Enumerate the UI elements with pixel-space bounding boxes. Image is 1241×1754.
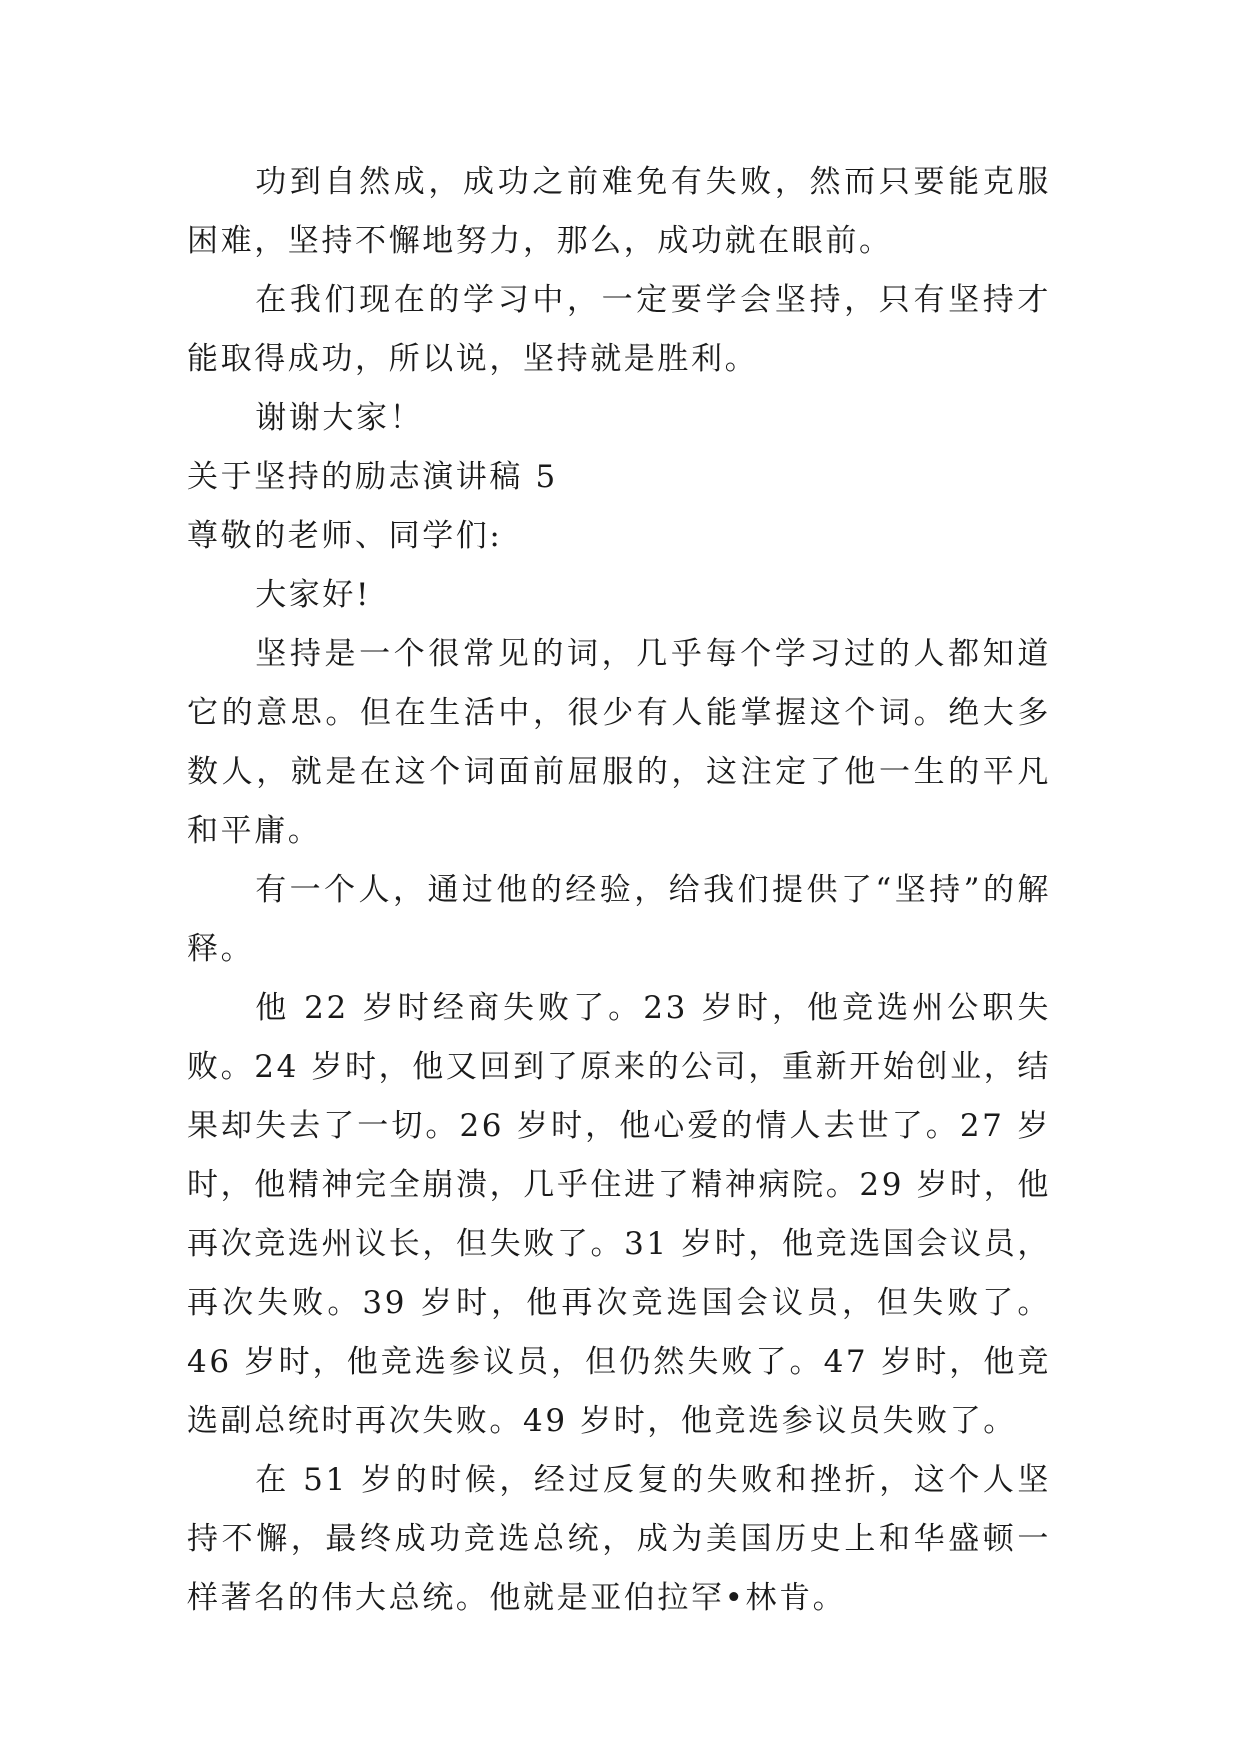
paragraph-failures-timeline: 他 22 岁时经商失败了。23 岁时，他竞选州公职失败。24 岁时，他又回到了原来的公司，重新开始创业，结果却失去了一切。26 岁时，他心爱的情人去世了。27 岁时，他精神完全崩溃，几乎住进了精神病院。29 岁时，他再次竞选州议长，但失败了。31 岁时，他竞选国会议员，再次失败。39 岁时，他再次竞选国会议员，但失败了。46 岁时，他竞选参议员，但仍然失败了。47 岁时，他竞选副总统时再次失败。49 岁时，他竞选参议员失败了。 [187, 990, 1051, 1439]
paragraph-persistence-meaning: 坚持是一个很常见的词，几乎每个学习过的人都知道它的意思。但在生活中，很少有人能掌握这个词。绝大多数人，就是在这个词面前屈服的，这注定了他一生的平凡和平庸。 [187, 636, 1051, 849]
greeting: 大家好! [255, 577, 372, 613]
paragraph-persistence-victory: 在我们现在的学习中，一定要学会坚持，只有坚持才能取得成功，所以说，坚持就是胜利。 [187, 282, 1051, 377]
paragraph-lincoln-success: 在 51 岁的时候，经过反复的失败和挫折，这个人坚持不懈，最终成功竞选总统，成为美国历史上和华盛顿一样著名的伟大总统。他就是亚伯拉罕•林肯。 [187, 1462, 1051, 1616]
document-body [187, 153, 1051, 1628]
paragraph-example-intro: 有一个人，通过他的经验，给我们提供了“坚持”的解释。 [187, 872, 1051, 967]
paragraph-success-conclusion: 功到自然成，成功之前难免有失败，然而只要能克服困难，坚持不懈地努力，那么，成功就在眼前。 [187, 164, 1051, 259]
paragraph-thanks: 谢谢大家！ [255, 400, 424, 436]
speech-title: 关于坚持的励志演讲稿 5 [187, 459, 558, 495]
salutation: 尊敬的老师、同学们: [187, 518, 503, 554]
